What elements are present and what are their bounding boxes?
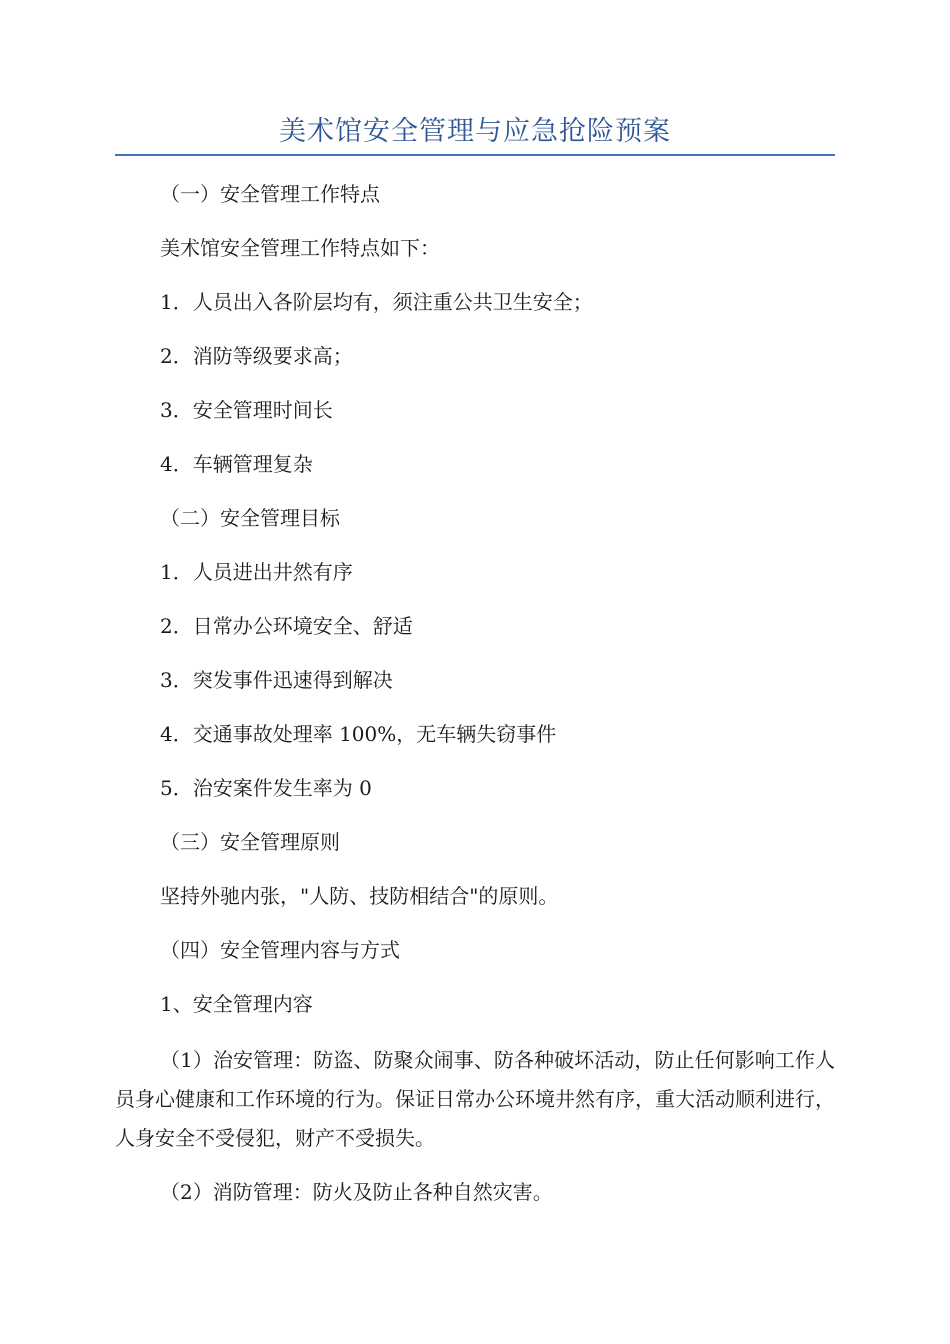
section-1-heading: （一）安全管理工作特点 (160, 182, 380, 206)
section-4-paragraph-2: （2）消防管理：防火及防止各种自然灾害。 (160, 1180, 553, 1204)
section-2-heading: （二）安全管理目标 (160, 506, 340, 530)
section-4-paragraph-1: （1）治安管理：防盗、防聚众闹事、防各种破坏活动，防止任何影响工作人员身心健康和工作环境的行为。保证日常办公环境井然有序，重大活动顺利进行，人身安全不受侵犯，财产不受损失。 (115, 1048, 835, 1150)
document-title: 美术馆安全管理与应急抢险预案 (279, 116, 671, 147)
section-4-heading: （四）安全管理内容与方式 (160, 938, 400, 962)
section-1-intro: 美术馆安全管理工作特点如下： (160, 236, 440, 260)
section-1-item-4: 4．车辆管理复杂 (160, 452, 313, 476)
section-3-text: 坚持外驰内张，"人防、技防相结合"的原则。 (160, 884, 559, 908)
section-2-item-4: 4．交通事故处理率 100%，无车辆失窃事件 (160, 722, 557, 746)
section-2-item-1: 1．人员进出井然有序 (160, 560, 353, 584)
section-2-item-5: 5．治安案件发生率为 0 (160, 776, 372, 800)
section-1-item-1: 1．人员出入各阶层均有，须注重公共卫生安全； (160, 290, 593, 314)
title-underline (115, 154, 835, 156)
section-2-item-3: 3．突发事件迅速得到解决 (160, 668, 393, 692)
section-1-item-3: 3．安全管理时间长 (160, 398, 333, 422)
section-4-subheading: 1、安全管理内容 (160, 992, 313, 1016)
section-1-item-2: 2．消防等级要求高； (160, 344, 353, 368)
section-3-heading: （三）安全管理原则 (160, 830, 340, 854)
section-2-item-2: 2．日常办公环境安全、舒适 (160, 614, 413, 638)
